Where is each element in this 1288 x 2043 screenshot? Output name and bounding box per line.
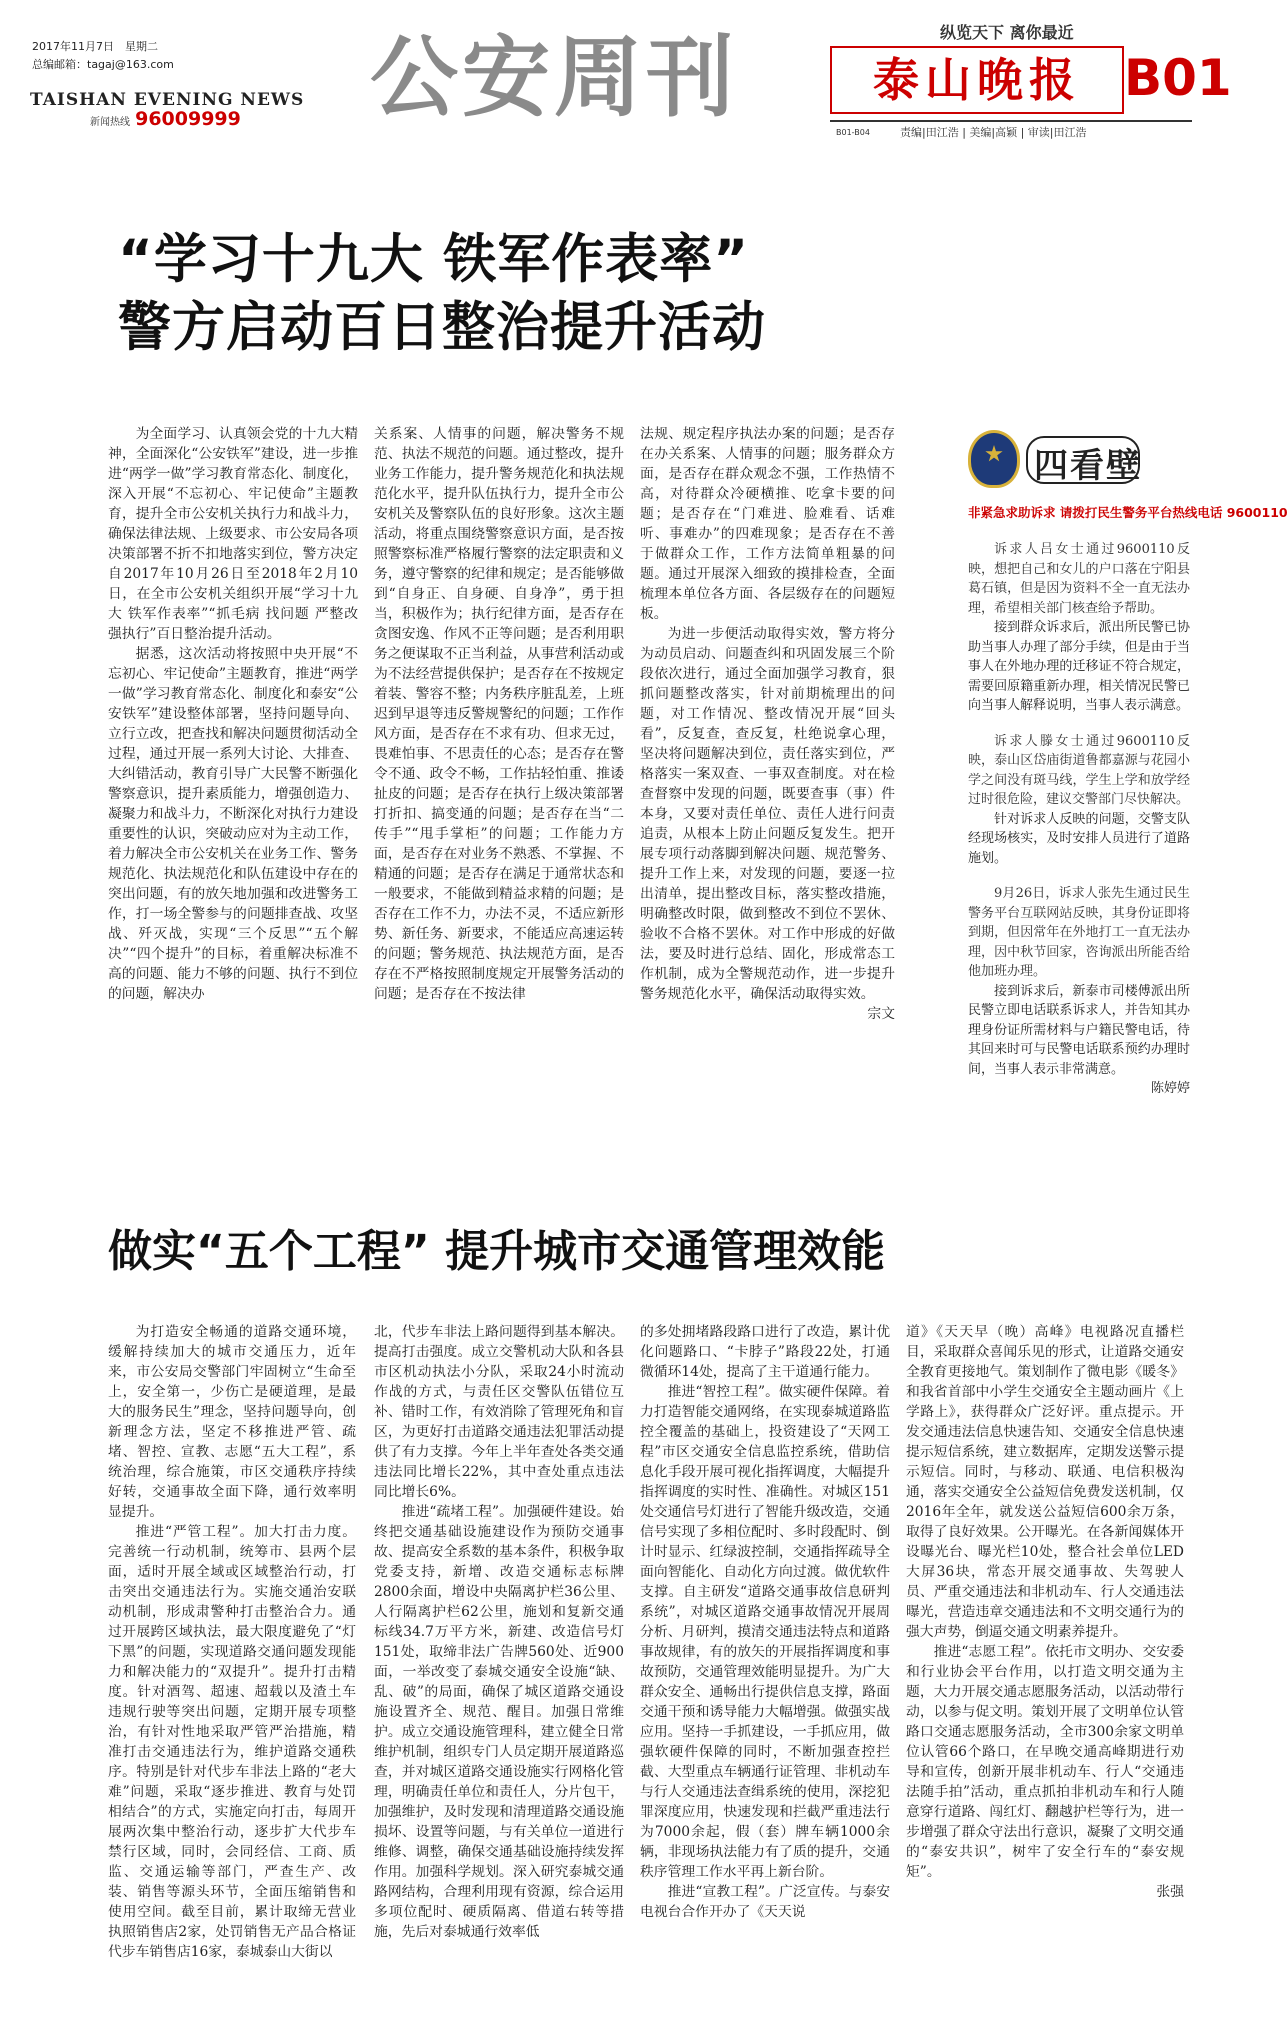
sidebar-paragraph: 诉求人吕女士通过9600110反映，想把自己和女儿的户口落在宁阳县葛石镇，但是因为资料不全一直无法办理，希望相关部门核查给予帮助。 (968, 542, 1190, 616)
article2-paragraph: 推进“疏堵工程”。加强硬件建设。始终把交通基础设施建设作为预防交通事故、提高安全系数的基本条件，积极争取党委支持，新增、改造交通标志标牌2800余面，增设中央隔离护栏36公里、人行隔离护栏62公里，施划和复新交通标线34.7万平方米，新建、改造信号灯151处，取缔非法广告牌560处、近900面，一举改变了泰城交通安全设施“缺、乱、破”的局面，确保了城区道路交通设施设置齐全、规范、醒目。加强日常维护。成立交通设施管理科，建立健全日常维护机制，组织专门人员定期开展道路巡查，并对城区道路交通设施实行网格化管理，明确责任单位和责任人，分片包干，加强维护，及时发现和清理道路交通设施损坏、设置等问题，与有关单位一道进行维修、调整，确保交通基础设施持续发挥作用。加强科学规划。深入研究泰城交通路网结构，合理利用现有资源，综合运用多项位配时、硬质隔离、借道右转等措施，先后对泰城通行效率低 (374, 1504, 624, 1940)
sidebar-body (968, 540, 1190, 1099)
article2-column-4 (906, 1322, 1184, 1902)
slogan: 纵览天下 离你最近 (940, 23, 1074, 42)
sidebar-paragraph: 9月26日，诉求人张先生通过民生警务平台互联网站反映，其身份证即将到期，但因常年在外地打工一直无法办理，因中秋节回家，咨询派出所能否给他加班办理。 (968, 886, 1190, 979)
page-number: B01 (1124, 49, 1232, 107)
masthead-rule (830, 120, 1192, 122)
article1-paragraph: 关系案、人情事的问题，解决警务不规范、执法不规范的问题。通过整改，提升业务工作能力，提升警务规范化和执法规范化水平，提升队伍执行力，提升全市公安机关及警察队伍的良好形象。这次主题活动，将重点围绕警察意识方面，是否按照警察标准严格履行警察的法定职责和义务，遵守警察的纪律和规定；是否能够做到“自身正、自身硬、自身净”，勇于担当，积极作为；执行纪律方面，是否存在贪图安逸、作风不正等问题；是否利用职务之便谋取不正当利益，从事营利活动或为不法经营提供保护；是否存在不按规定着装、警容不整；内务秩序脏乱差，上班迟到早退等违反警规警纪的问题；工作作风方面，是否存在不求有功、但求无过，畏难怕事、不思责任的心态；是否存在警令不通、政令不畅，工作拈轻怕重、推诿扯皮的问题；是否存在执行上级决策部署打折扣、搞变通的问题；是否存在当“二传手”“甩手掌柜”的问题；工作能力方面，是否存在对业务不熟悉、不掌握、不精通的问题；是否存在满足于通常状态和一般要求，不能做到精益求精的问题；是否存在工作不力，办法不灵，不适应新形势、新任务、新要求，不能适应高速运转的问题；警务规范、执法规范方面，是否存在不严格按照制度规定开展警务活动的问题；是否存在不按法律 (374, 426, 624, 1002)
hotline-label: 新闻热线 (90, 117, 130, 128)
article2-paragraph: 道》《天天早（晚）高峰》电视路况直播栏目，采取群众喜闻乐见的形式，让道路交通安全教育更接地气。策划制作了微电影《暖冬》和我省首部中小学生交通安全主题动画片《上学路上》，获得群众广泛好评。重点提示。开发交通违法信息快速告知、交通安全信息快速提示短信系统，建立数据库，定期发送警示提示短信。同时，与移动、联通、电信积极沟通，落实交通安全公益短信免费发送机制，仅2016年全年，就发送公益短信600余万条，取得了良好效果。公开曝光。在各新闻媒体开设曝光台、曝光栏10处，整合社会单位LED大屏36块，常态开展交通事故、失驾驶人员、严重交通违法和非机动车、行人交通违法曝光，营造违章交通违法和不文明交通行为的强大声势，倒逼交通文明素养提升。 (906, 1324, 1184, 1640)
sidebar-banner (968, 426, 1208, 498)
paper-logo: 泰山晚报 (830, 46, 1124, 114)
article2-column-2 (374, 1322, 624, 1942)
article2-paragraph: 的多处拥堵路段路口进行了改造，累计优化问题路口、“卡脖子”路段22处，打通微循环14处，提高了主干道通行能力。 (640, 1324, 890, 1380)
article1-paragraph: 为进一步便活动取得实效，警方将分为动员启动、问题查纠和巩固发展三个阶段依次进行，通过全面加强学习教育，狠抓问题整改落实，针对前期梳理出的问题，对工作情况、整改情况开展“回头看”，反复查，查反复，杜绝说拿心理，坚决将问题解决到位，责任落实到位，严格落实一案双查、一事双查制度。对在检查督察中发现的问题，既要查事（事）件本身，又要对责任单位、责任人进行问责追责，从根本上防止问题反复发生。把开展专项行动落脚到解决问题、规范警务、提升工作上来，对发现的问题，要逐一拉出清单，提出整改目标，落实整改措施，明确整改时限，做到整改不到位不罢休、验收不合格不罢休。对工作中形成的好做法，要及时进行总结、固化，形成常态工作机制，成为全警规范动作，进一步提升警务规范化水平，确保活动取得实效。 (640, 626, 895, 1002)
article2-paragraph: 推进“严管工程”。加大打击力度。完善统一行动机制，统筹市、县两个层面，适时开展全域或区域整治行动，打击突出交通违法行为。实施交通治安联动机制，形成肃警种打击整治合力。通过开展跨区域执法，最大限度避免了“灯下黑”的问题，实现道路交通问题发现能力和解决能力的“双提升”。提升打击精度。针对酒驾、超速、超载以及渣土车违规行驶等突出问题，定期开展专项整治，有针对性地采取严管严治措施，精准打击交通违法行为，维护道路交通秩序。特别是针对代步车非法上路的“老大难”问题，采取“逐步推进、教育与处罚相结合”的方式，实施定向打击，每周开展两次集中整治行动，逐步扩大代步车禁行区域，同时，会同经信、工商、质监、交通运输等部门，严查生产、改装、销售等源头环节，全面压缩销售和使用空间。截至目前，累计取缔无营业执照销售店2家，处罚销售无产品合格证代步车销售店16家，泰城泰山大街以 (108, 1524, 356, 1960)
sidebar-paragraph: 接到诉求后，新泰市司楼傅派出所民警立即电话联系诉求人，并告知其办理身份证所需材料与户籍民警电话，待其回来时可与民警电话联系预约办理时间，当事人表示非常满意。 (968, 983, 1190, 1077)
article1-paragraph: 据悉，这次活动将按照中央开展“不忘初心、牢记使命”主题教育，推进“两学一做”学习教育常态化、制度化和泰安“公安铁军”建设整体部署，坚持问题导向、立行立改，把查找和解决问题贯彻活动全过程，通过开展一系列大讨论、大排查、大纠错活动，教育引导广大民警不断强化警察意识，提升素质能力，增强创造力、凝聚力和战斗力，不断深化对执行力建设重要性的认识，突破动应对为主动工作，着力解决全市公安机关在业务工作、警务规范化、执法规范化和队伍建设中存在的突出问题，有的放矢地加强和改进警务工作，打一场全警参与的问题排查战、攻坚战、歼灭战，实现“三个反思”“五个解决”“四个提升”的目标，着重解决标准不高的问题、能力不够的问题、执行不到位的问题，解决办 (108, 646, 358, 1002)
article2-paragraph: 推进“宣教工程”。广泛宣传。与泰安电视台合作开办了《天天说 (640, 1884, 890, 1920)
editor-email: 总编邮箱：tagaj@163.com (32, 58, 174, 71)
article1-headline-line2: 警方启动百日整治提升活动 (118, 297, 766, 358)
article2-paragraph: 北，代步车非法上路问题得到基本解决。提高打击强度。成立交警机动大队和各县市区机动执法小分队，采取24小时流动作战的方式，与责任区交警队伍错位互补、错时工作，有效消除了管理死角和盲区，为更好打击道路交通违法犯罪活动提供了有力支撑。今年上半年查处各类交通违法同比增长22%，其中查处重点违法同比增长6%。 (374, 1324, 624, 1500)
sidebar-paragraph: 针对诉求人反映的问题，交警支队经现场核实，及时安排人员进行了道路施划。 (968, 811, 1190, 866)
article1-column-3 (640, 424, 895, 1024)
article2-headline: 做实“五个工程” 提升城市交通管理效能 (108, 1226, 886, 1277)
article1-headline-line1: “学习十九大 铁军作表率” (118, 229, 750, 290)
article1-paragraph: 法规、规定程序执法办案的问题；是否存在办关系案、人情事的问题；服务群众方面，是否存在群众观念不强，工作热情不高，对待群众冷硬横推、吃拿卡要的问题；是否存在“门难进、脸难看、话难听、事难办”的四难现象；是否存在不善于做群众工作，工作方法简单粗暴的问题。通过开展深入细致的摸排检查，全面梳理本单位各方面、各层级存在的问题短板。 (640, 426, 895, 622)
news-hotline (90, 108, 241, 130)
hotline-number: 96009999 (135, 108, 241, 130)
article2-column-1 (108, 1322, 356, 1962)
sidebar-paragraph: 接到群众诉求后，派出所民警已协助当事人办理了部分手续，但是由于当事人在外地办理的迁移证不符合规定，需要回原籍重新办理，相关情况民警已向当事人解释说明，当事人表示满意。 (968, 620, 1190, 713)
page-range: B01-B04 (836, 128, 870, 137)
article1-column-2 (374, 424, 624, 1004)
sidebar-hotline-strip: 非紧急求助诉求 请拨打民生警务平台热线电话 9600110 (968, 505, 1288, 520)
article2-column-3 (640, 1322, 890, 1922)
article2-paragraph: 推进“志愿工程”。依托市文明办、交安委和行业协会平台作用，以打造文明交通为主题，大力开展交通志愿服务活动，以活动带行动，以参与促文明。策划开展了文明单位认管路口交通志愿服务活动，全市300余家文明单位认管66个路口，在早晚交通高峰期进行劝导和宣传，创新开展非机动车、行人“交通违法随手拍”活动，重点抓拍非机动车和行人随意穿行道路、闯红灯、翻越护栏等行为，进一步增强了群众守法出行意识，凝聚了文明交通的“泰安共识”，树牢了安全行车的“泰安规矩”。 (906, 1644, 1184, 1880)
editors-credit: 责编|田江浩 | 美编|高颖 | 审读|田江浩 (900, 126, 1087, 139)
brand-english-name: TAISHAN EVENING NEWS (30, 90, 305, 110)
section-title: 公安周刊 (370, 26, 739, 129)
article1-column-1 (108, 424, 358, 1004)
sidebar-paragraph: 诉求人滕女士通过9600110反映，泰山区岱庙街道鲁都嘉源与花园小学之间没有斑马线，学生上学和放学经过时很危险，建议交警部门尽快解决。 (968, 733, 1190, 807)
issue-date: 2017年11月7日 星期二 (32, 40, 158, 53)
article1-signature: 宗文 (867, 1006, 895, 1022)
article2-paragraph: 为打造安全畅通的道路交通环境，缓解持续加大的城市交通压力，近年来，市公安局交警部门牢固树立“生命至上，安全第一，少伤亡是硬道理，是最大的服务民生”理念，坚持问题导向，创新理念方法，坚定不移推进严管、疏堵、智控、宣教、志愿“五大工程”，系统治理，综合施策，市区交通秩序持续好转，交通事故全面下降，通行效率明显提升。 (108, 1324, 356, 1520)
article1-paragraph: 为全面学习、认真领会党的十九大精神，全面深化“公安铁军”建设，进一步推进“两学一做”学习教育常态化、制度化，深入开展“不忘初心、牢记使命”主题教育，提升全市公安机关执行力和战斗力，确保法律法规、上级要求、市公安局各项决策部署不折不扣地落实到位，警方决定自2017年10月26日至2018年2月10日，在全市公安机关组织开展“学习十九大 铁军作表率”“抓毛病 找问题 严整改 强执行”百日整治提升活动。 (108, 426, 358, 642)
banner-title: 四看壁 (1034, 446, 1142, 486)
sidebar-signature: 陈婷婷 (1150, 1081, 1190, 1096)
article2-paragraph: 推进“智控工程”。做实硬件保障。着力打造智能交通网络，在实现泰城道路监控全覆盖的基础上，投资建设了“天网工程”市区交通安全信息监控系统，借助信息化手段开展可视化指挥调度，大幅提升指挥调度的实时性、准确性。对城区151处交通信号灯进行了智能升级改造，交通信号实现了多相位配时、多时段配时、倒计时显示、红绿波控制，交通指挥疏导全面向智能化、自动化方向过渡。做优软件支撑。自主研发“道路交通事故信息研判系统”，对城区道路交通事故情况开展周分析、月研判，摸清交通违法特点和道路事故规律，有的放矢的开展指挥调度和事故预防，交通管理效能明显提升。为广大群众安全、通畅出行提供信息支撑，路面交通干预和诱导能力大幅增强。做强实战应用。坚持一手抓建设，一手抓应用，做强软硬件保障的同时，不断加强查控拦截、大型重点车辆通行证管理、非机动车与行人交通违法查缉系统的使用，深挖犯罪深度应用，快速发现和拦截严重违法行为7000余起，假（套）牌车辆1000余辆，非现场执法能力有了质的提升，交通秩序管理工作水平再上新台阶。 (640, 1384, 890, 1880)
police-badge-icon (968, 430, 1020, 488)
article2-signature: 张强 (1156, 1884, 1184, 1900)
